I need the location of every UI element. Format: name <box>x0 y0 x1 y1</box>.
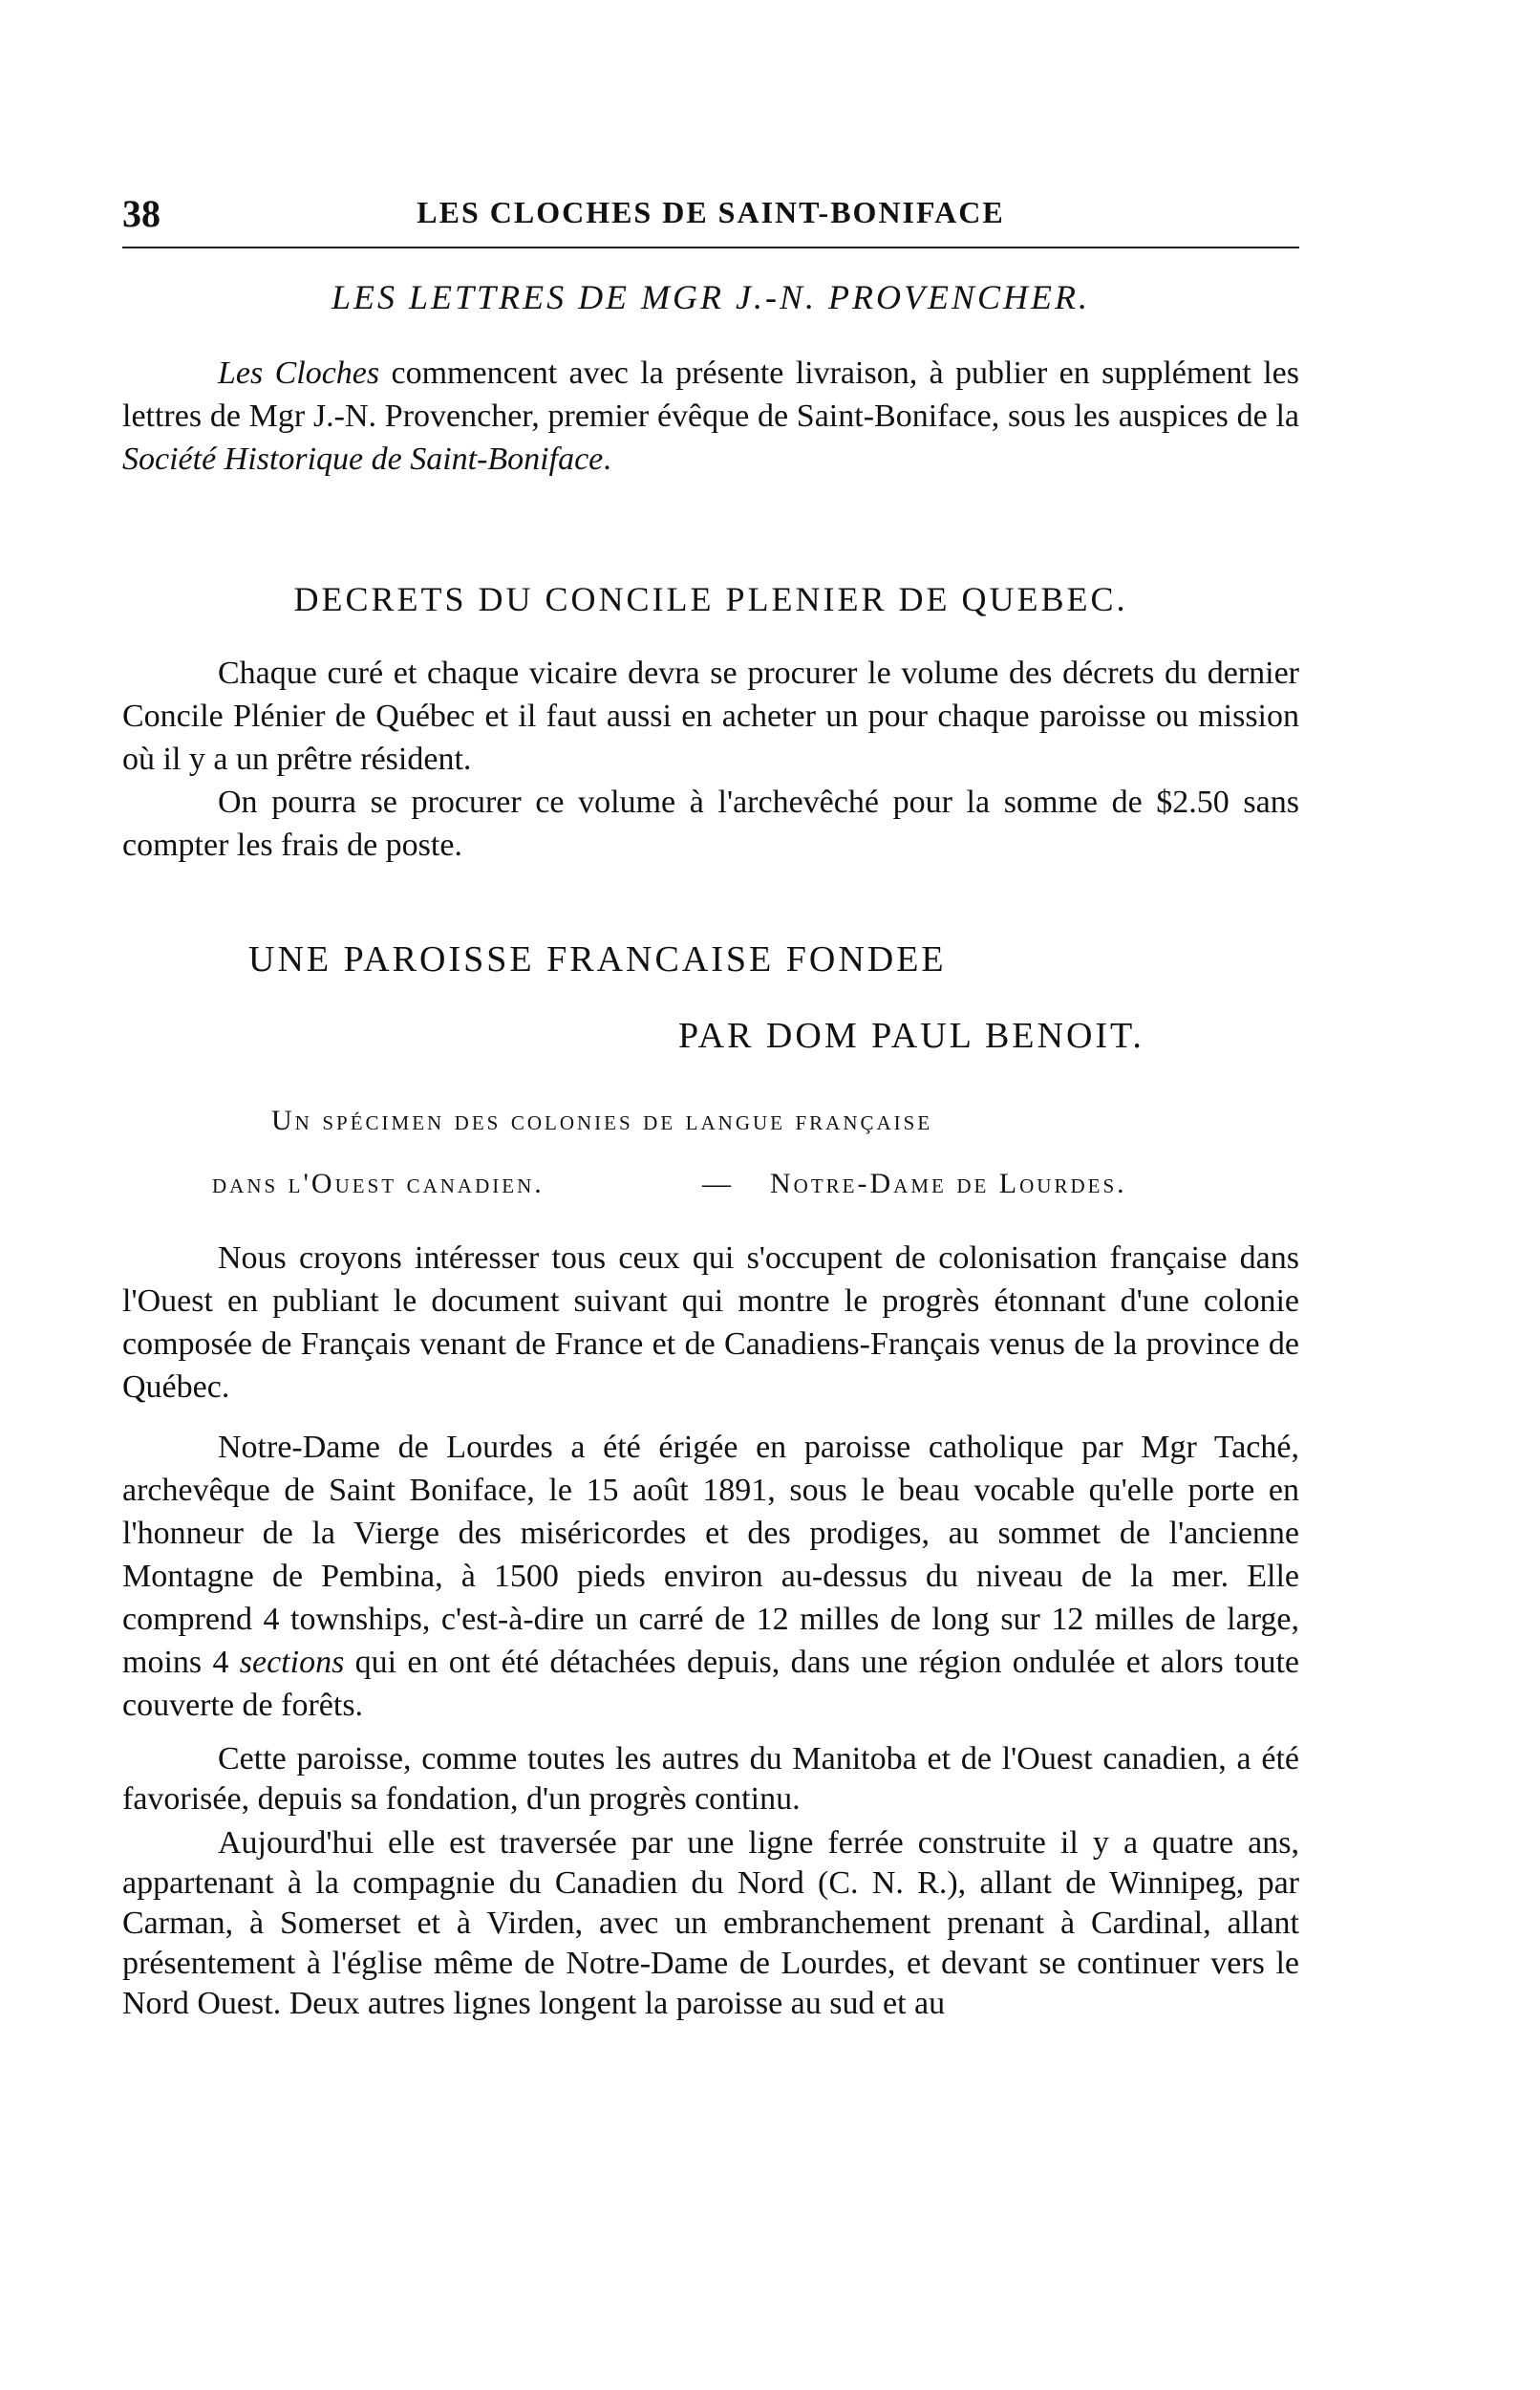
section-title-provencher: LES LETTRES DE MGR J.-N. PROVENCHER. <box>332 278 1090 316</box>
italic-societe: Société Historique de Saint-Boniface <box>122 441 604 477</box>
section-title-paroisse-line2: PAR DOM PAUL BENOIT. <box>678 1016 1144 1056</box>
subtitle-dash: — <box>702 1168 734 1199</box>
italic-sections: sections <box>239 1645 345 1680</box>
header-rule <box>122 247 1299 248</box>
running-header <box>122 191 1299 239</box>
subtitle-line2-a: dans l'Ouest canadien. <box>212 1168 545 1199</box>
page-number: 38 <box>122 192 160 235</box>
italic-les-cloches: Les Cloches <box>218 355 380 391</box>
subtitle-line2-b: Notre-Dame de Lourdes. <box>770 1168 1127 1199</box>
subtitle-line1: Un spécimen des colonies de langue française <box>271 1105 933 1136</box>
paragraph-decrets-2: On pourra se procurer ce volume à l'archevêché pour la somme de $2.50 sans compter les frais de poste. <box>122 785 1299 863</box>
running-title: LES CLOCHES DE SAINT-BONIFACE <box>417 195 1005 229</box>
paragraph-decrets-1: Chaque curé et chaque vicaire devra se procurer le volume des décrets du dernier Concile Plénier de Québec et il faut aussi en acheter un pour chaque paroisse ou mission où il y a un prêtre résident. <box>122 656 1299 777</box>
paragraph-provencher: Les Cloches commencent avec la présente livraison, à publier en supplément les lettres de Mgr J.-N. Provencher, premier évêque de Saint-Boniface, sous les auspices de la Société Historique de Saint-Boniface. <box>122 355 1299 477</box>
section-title-paroisse-line1: UNE PAROISSE FRANCAISE FONDEE <box>248 939 947 980</box>
section-title-decrets: DECRETS DU CONCILE PLENIER DE QUEBEC. <box>293 580 1128 618</box>
paragraph-paroisse-2: Notre-Dame de Lourdes a été érigée en paroisse catholique par Mgr Taché, archevêque de Saint Boniface, le 15 août 1891, sous le beau vocable qu'elle porte en l'honneur de la Vierge des miséricordes et des prodiges, au sommet de l'ancienne Montagne de Pembina, à 1500 pieds environ au-dessus du niveau de la mer. Elle comprend 4 townships, c'est-à-dire un carré de 12 milles de long sur 12 milles de large, moins 4 sections qui en ont été détachées depuis, dans une région ondulée et alors toute couverte de forêts. <box>122 1430 1299 1723</box>
paragraph-paroisse-3: Cette paroisse, comme toutes les autres du Manitoba et de l'Ouest canadien, a été favorisée, depuis sa fondation, d'un progrès continu. <box>122 1741 1299 1817</box>
paragraph-paroisse-4: Aujourd'hui elle est traversée par une ligne ferrée construite il y a quatre ans, appartenant à la compagnie du Canadien du Nord (C. N. R.), allant de Winnipeg, par Carman, à Somerset et à Virden, avec un embranchement prenant à Cardinal, allant présentement à l'église même de Notre-Dame de Lourdes, et devant se continuer vers le Nord Ouest. Deux autres lignes longent la paroisse au sud et au <box>122 1825 1299 2021</box>
paragraph-paroisse-1: Nous croyons intéresser tous ceux qui s'occupent de colonisation française dans l'Ouest en publiant le document suivant qui montre le progrès étonnant d'une colonie composée de Français venant de France et de Canadiens-Français venus de la province de Québec. <box>122 1240 1299 1405</box>
paragraph-text: commencent avec la présente livraison, à publier en supplément les lettres de Mgr J.-N. Provencher, premier évêque de Saint-Boniface, sous les auspices de la <box>122 355 1299 434</box>
